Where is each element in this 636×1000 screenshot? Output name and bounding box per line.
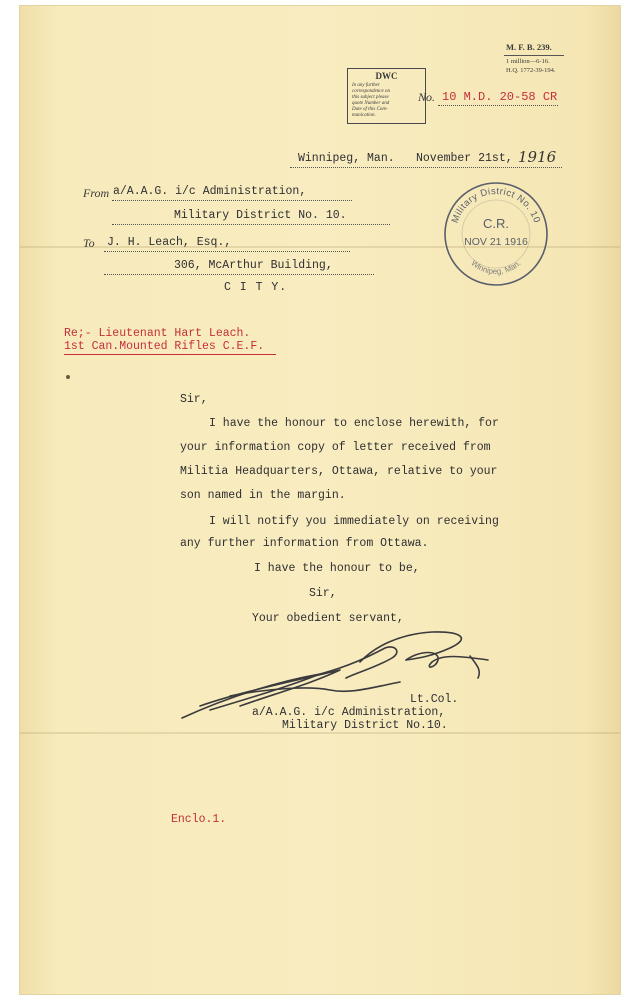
to-rule-1 — [104, 251, 350, 252]
closing-line-3: Your obedient servant, — [252, 612, 404, 625]
dwc-note-line: Date of this Com- — [352, 107, 388, 112]
signature-title-1: a/A.A.G. i/c Administration, — [252, 706, 446, 719]
letter-sheet — [20, 6, 620, 994]
salutation: Sir, — [180, 393, 208, 406]
signature-rank: Lt.Col. — [410, 693, 459, 706]
dwc-note-line: this subject please — [352, 95, 389, 100]
form-print-run: 1 million—6-16. — [506, 58, 550, 65]
stamp-ring-text: Military District No. 10 — [449, 185, 543, 225]
date: November 21st, — [416, 152, 513, 165]
svg-text:Winnipeg, Man. — [469, 258, 522, 276]
file-number-prefix: No. — [418, 90, 436, 104]
body-line: Militia Headquarters, Ottawa, relative to your — [180, 465, 498, 478]
re-line-1: Re;- Lieutenant Hart Leach. — [64, 327, 251, 340]
form-code-rule — [504, 55, 564, 56]
body-line: any further information from Ottawa. — [180, 537, 429, 550]
to-line-2: 306, McArthur Building, — [174, 259, 333, 272]
enclosure-note: Enclo.1. — [171, 813, 227, 826]
from-rule-1 — [112, 200, 352, 201]
to-rule-2 — [104, 274, 374, 275]
from-label: From — [83, 186, 110, 200]
form-hq-ref: H.Q. 1772-39-194. — [506, 67, 556, 74]
received-stamp — [440, 178, 552, 295]
to-line-1: J. H. Leach, Esq., — [107, 236, 232, 249]
dwc-title: DWC — [375, 71, 398, 81]
re-line-2: 1st Can.Mounted Rifles C.E.F. — [64, 340, 265, 353]
body-line: your information copy of letter received from — [180, 441, 491, 454]
to-label: To — [83, 236, 95, 250]
body-line: I have the honour to enclose herewith, for — [209, 417, 499, 430]
re-underline — [64, 354, 276, 355]
from-line-2: Military District No. 10. — [174, 209, 347, 222]
to-line-3: C I T Y. — [224, 281, 288, 294]
from-line-1: a/A.A.G. i/c Administration, — [113, 185, 307, 198]
from-rule-2 — [112, 224, 390, 225]
dwc-note-line: In any further — [352, 83, 380, 88]
stamp-date: NOV 21 1916 — [464, 236, 528, 248]
dwc-note-line: correspondence on — [352, 89, 390, 94]
closing-line-1: I have the honour to be, — [254, 562, 420, 575]
date-year: 1916 — [518, 148, 557, 166]
stamp-ring-bottom-text: Winnipeg, Man. — [469, 258, 523, 277]
dwc-reference-box — [347, 68, 426, 124]
dwc-note-line: munication. — [352, 113, 376, 118]
dwc-note — [352, 83, 390, 119]
place: Winnipeg, Man. — [298, 152, 395, 165]
closing-line-2: Sir, — [309, 587, 337, 600]
date-rule — [290, 167, 562, 168]
form-code: M. F. B. 239. — [506, 42, 552, 52]
file-number: 10 M.D. 20-58 CR — [442, 90, 558, 104]
stamp-center: C.R. — [483, 216, 509, 231]
dwc-note-line: quote Number and — [352, 101, 390, 106]
paper-fold — [20, 732, 620, 734]
file-number-rule — [438, 105, 558, 106]
signature-title-2: Military District No.10. — [282, 719, 448, 732]
body-line: I will notify you immediately on receiving — [209, 515, 499, 528]
body-line: son named in the margin. — [180, 489, 346, 502]
ink-speck — [66, 375, 70, 379]
stamp-ring — [440, 178, 552, 290]
